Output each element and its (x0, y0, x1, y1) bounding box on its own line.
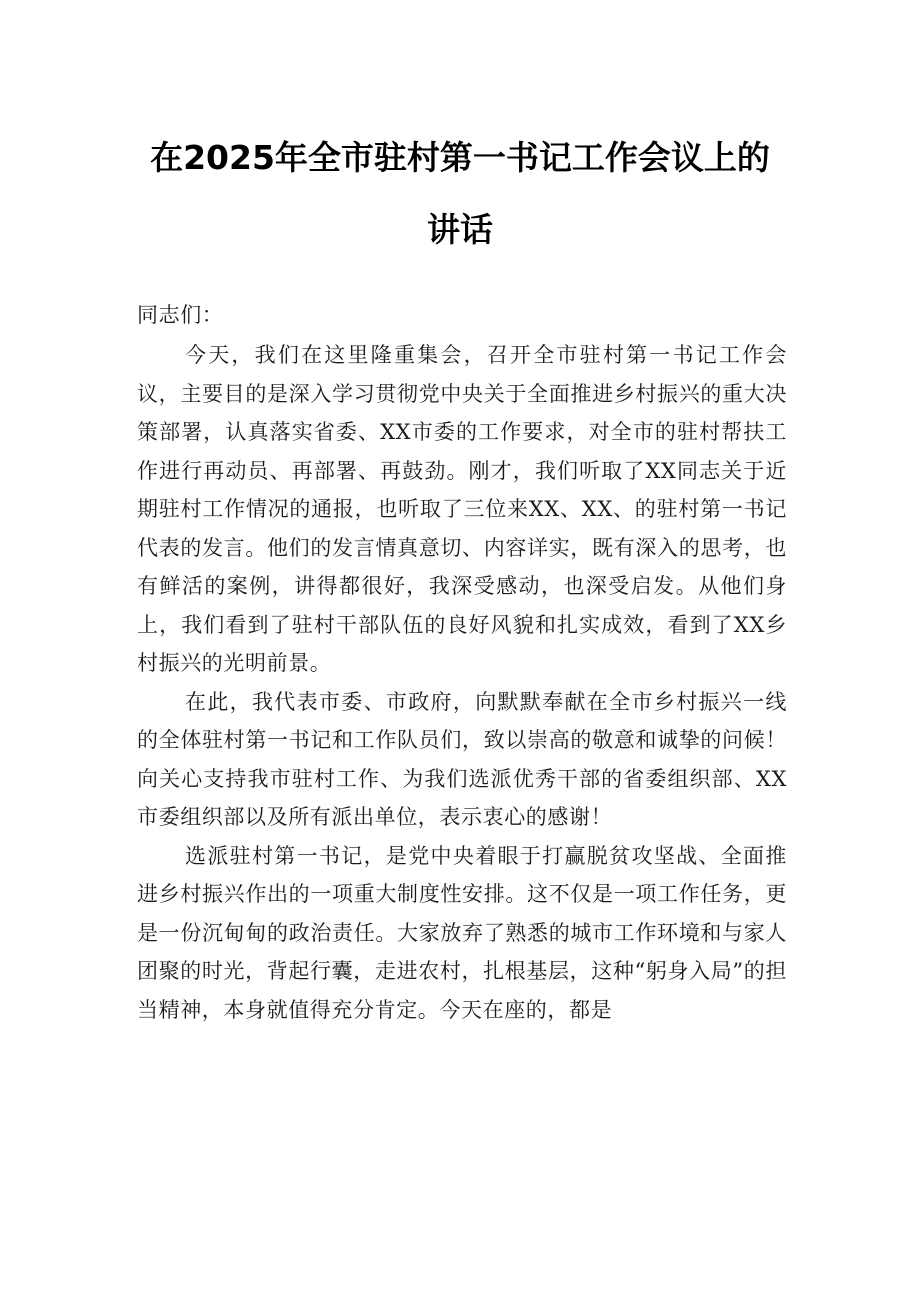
document-title-line-1: 在2025年全市驻村第一书记工作会议上的 (150, 138, 770, 177)
paragraph-1: 今天，我们在这里隆重集会，召开全市驻村第一书记工作会议，主要目的是深入学习贯彻党中央关于全面推进乡村振兴的重大决策部署，认真落实省委、XX市委的工作要求，对全市的驻村帮扶工作进行再动员、再部署、再鼓劲。刚才，我们听取了XX同志关于近期驻村工作情况的通报，也听取了三位来XX、XX、的驻村第一书记代表的发言。他们的发言情真意切、内容详实，既有深入的思考，也有鲜活的案例，讲得都很好，我深受感动，也深受启发。从他们身上，我们看到了驻村干部队伍的良好风貌和扎实成效，看到了XX乡村振兴的光明前景。 (137, 343, 787, 675)
paragraph-3: 选派驻村第一书记，是党中央着眼于打赢脱贫攻坚战、全面推进乡村振兴作出的一项重大制度性安排。这不仅是一项工作任务，更是一份沉甸甸的政治责任。大家放弃了熟悉的城市工作环境和与家人团聚的时光，背起行囊，走进农村，扎根基层，这种“躬身入局”的担当精神，本身就值得充分肯定。今天在座的，都是 (137, 843, 787, 1022)
speech-body (137, 336, 787, 1029)
document-title-line-2: 讲话 (427, 210, 493, 249)
salutation: 同志们： (137, 303, 224, 327)
paragraph-2: 在此，我代表市委、市政府，向默默奉献在全市乡村振兴一线的全体驻村第一书记和工作队员们，致以崇高的敬意和诚挚的问候！向关心支持我市驻村工作、为我们选派优秀干部的省委组织部、XX市委组织部以及所有派出单位，表示衷心的感谢！ (137, 689, 787, 829)
